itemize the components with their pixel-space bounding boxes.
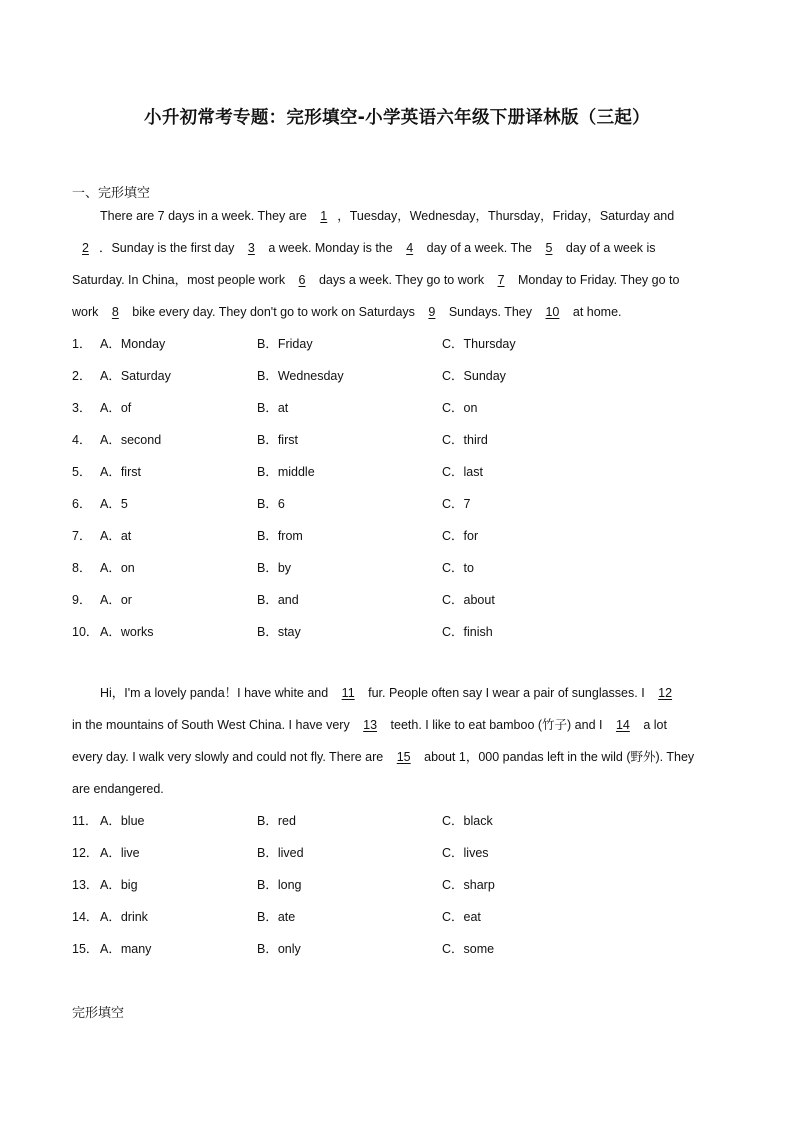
option-b: B．ate: [257, 910, 296, 924]
passage-text: day of a week. The: [423, 241, 536, 255]
question-row: [72, 558, 722, 590]
blank-number: 14: [615, 718, 630, 732]
passage-text: ．Sunday is the first day: [98, 241, 238, 255]
option-c: C．last: [442, 465, 483, 479]
option-b: B．red: [257, 814, 296, 828]
question-row: [72, 526, 722, 558]
option-c: C．Sunday: [442, 369, 506, 383]
question-number: 12．: [72, 846, 99, 860]
question-number: 9．: [72, 593, 92, 607]
passage-text: about 1，000 pandas left in the wild (野外). They: [420, 750, 695, 764]
blank-number: 8: [111, 305, 119, 319]
question-row: [72, 430, 722, 462]
passage-text: teeth. I like to eat bamboo (竹子) and I: [387, 718, 606, 732]
passage-line: [72, 741, 722, 773]
option-a: A．at: [100, 529, 132, 543]
option-c: C．to: [442, 561, 474, 575]
option-a: A．works: [100, 625, 154, 639]
passage-text: a week. Monday is the: [264, 241, 397, 255]
question-row: [72, 398, 722, 430]
blank-number: 4: [406, 241, 414, 255]
blank-number: 2: [82, 241, 89, 255]
question-row: [72, 811, 722, 843]
blank-number: 13: [363, 718, 378, 732]
option-c: C．for: [442, 529, 479, 543]
question-row: [72, 462, 722, 494]
blank-number: 10: [545, 305, 560, 319]
option-a: A．of: [100, 401, 132, 415]
question-row: [72, 366, 722, 398]
option-a: A．big: [100, 878, 138, 892]
passage-1: [72, 200, 722, 328]
option-a: A．first: [100, 465, 141, 479]
footer-heading: 完形填空: [72, 1006, 125, 1021]
option-b: B．from: [257, 529, 303, 543]
question-number: 6．: [72, 497, 92, 511]
section-heading: 一、完形填空: [72, 186, 151, 201]
option-b: B．stay: [257, 625, 301, 639]
question-number: 11．: [72, 814, 98, 828]
question-number: 1．: [72, 337, 92, 351]
blank-number: 11: [341, 686, 355, 700]
question-row: [72, 622, 722, 654]
passage-text: every day. I walk very slowly and could not fly. There are: [72, 750, 387, 764]
passage-line: [72, 677, 722, 709]
passage-line: [72, 200, 722, 232]
passage-line: [72, 709, 722, 741]
question-row: [72, 939, 722, 971]
option-a: A．blue: [100, 814, 145, 828]
option-c: C．on: [442, 401, 478, 415]
option-c: C．eat: [442, 910, 481, 924]
passage-text: are endangered.: [72, 782, 164, 796]
option-b: B．Friday: [257, 337, 313, 351]
passage-text: Monday to Friday. They go to: [514, 273, 680, 287]
option-c: C．black: [442, 814, 493, 828]
option-b: B．by: [257, 561, 292, 575]
question-row: [72, 494, 722, 526]
option-a: A．drink: [100, 910, 148, 924]
option-a: A．live: [100, 846, 140, 860]
passage-text: Hi，I'm a lovely panda！I have white and: [100, 686, 332, 700]
blank-number: 7: [497, 273, 505, 287]
question-number: 5．: [72, 465, 92, 479]
option-b: B．only: [257, 942, 301, 956]
question-number: 7．: [72, 529, 92, 543]
option-a: A．on: [100, 561, 135, 575]
option-c: C．about: [442, 593, 495, 607]
option-b: B．middle: [257, 465, 315, 479]
passage-text: Sundays. They: [445, 305, 536, 319]
option-a: A．Saturday: [100, 369, 171, 383]
option-b: B．at: [257, 401, 289, 415]
option-a: A．5: [100, 497, 128, 511]
option-a: A．many: [100, 942, 152, 956]
option-c: C．lives: [442, 846, 489, 860]
option-b: B．lived: [257, 846, 304, 860]
option-c: C．Thursday: [442, 337, 516, 351]
option-b: B．and: [257, 593, 299, 607]
passage-text: bike every day. They don't go to work on Saturdays: [128, 305, 419, 319]
passage-text: at home.: [569, 305, 622, 319]
passage-text: in the mountains of South West China. I have very: [72, 718, 354, 732]
question-number: 10．: [72, 625, 99, 639]
question-row: [72, 875, 722, 907]
passage-text: work: [72, 305, 102, 319]
option-c: C．some: [442, 942, 495, 956]
passage-line: [72, 264, 722, 296]
page-title: 小升初常考专题：完形填空-小学英语六年级下册译林版（三起）: [144, 108, 650, 128]
passage-text: Saturday. In China，most people work: [72, 273, 289, 287]
question-number: 8．: [72, 561, 92, 575]
option-a: A．second: [100, 433, 162, 447]
question-number: 3．: [72, 401, 92, 415]
passage-2: [72, 677, 722, 805]
question-row: [72, 334, 722, 366]
option-c: C．7: [442, 497, 471, 511]
passage-line: [72, 773, 722, 805]
blank-number: 1: [320, 209, 328, 223]
option-b: B．6: [257, 497, 285, 511]
question-number: 4．: [72, 433, 92, 447]
blank-number: 3: [247, 241, 255, 255]
option-c: C．third: [442, 433, 488, 447]
blank-number: 12: [658, 686, 673, 700]
option-b: B．long: [257, 878, 302, 892]
question-number: 2．: [72, 369, 92, 383]
question-number: 14．: [72, 910, 99, 924]
blank-number: 6: [298, 273, 306, 287]
passage-text: ，Tuesday，Wednesday，Thursday，Friday，Saturday and: [337, 209, 675, 223]
option-b: B．Wednesday: [257, 369, 344, 383]
blank-number: 5: [545, 241, 553, 255]
passage-text: There are 7 days in a week. They are: [100, 209, 311, 223]
option-a: A．Monday: [100, 337, 166, 351]
question-row: [72, 590, 722, 622]
passage-line: [72, 232, 722, 264]
passage-text: fur. People often say I wear a pair of sunglasses. I: [364, 686, 649, 700]
blank-number: 15: [396, 750, 411, 764]
blank-number: 9: [428, 305, 436, 319]
passage-text: day of a week is: [562, 241, 656, 255]
option-c: C．sharp: [442, 878, 495, 892]
question-number: 13．: [72, 878, 99, 892]
option-a: A．or: [100, 593, 132, 607]
option-b: B．first: [257, 433, 298, 447]
passage-line: [72, 296, 722, 328]
question-row: [72, 843, 722, 875]
passage-text: days a week. They go to work: [315, 273, 488, 287]
question-number: 15．: [72, 942, 99, 956]
question-row: [72, 907, 722, 939]
option-c: C．finish: [442, 625, 493, 639]
passage-text: a lot: [639, 718, 667, 732]
